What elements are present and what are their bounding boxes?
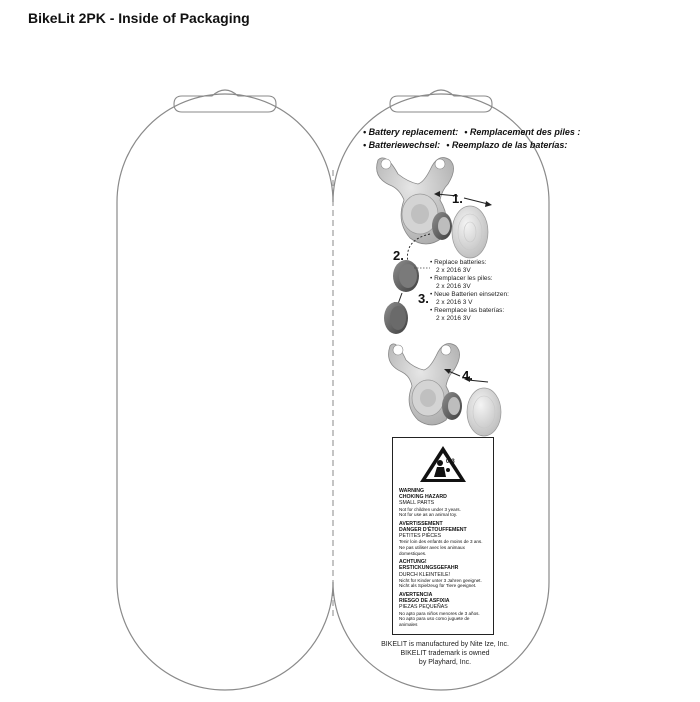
battery-note-label: • Neue Batterien einsetzen: — [430, 291, 509, 298]
left-panel — [117, 94, 333, 690]
battery-note-label: • Replace batteries: — [430, 259, 487, 266]
svg-text:0-3: 0-3 — [446, 459, 455, 465]
warning-heading: AVERTISSEMENT — [399, 520, 443, 527]
warning-line: Nicht als Spielzeug für Tiere geeignet. — [399, 583, 477, 589]
warning-es — [399, 592, 487, 627]
warning-parts: PIEZAS PEQUEÑAS — [399, 604, 448, 611]
warning-line: Ne pas utiliser avec les animaux domestiques. — [399, 545, 465, 556]
warning-fr — [399, 521, 487, 556]
step-1-label: 1. — [452, 191, 463, 206]
warning-de — [399, 559, 487, 589]
warning-hazard: ERSTICKUNGSGEFAHR — [399, 565, 459, 572]
header-fr: • Remplacement des piles : — [464, 127, 581, 137]
battery-note-label: • Remplacer les piles: — [430, 275, 493, 282]
warning-parts: PETITES PIÈCES — [399, 533, 442, 540]
warning-heading: WARNING — [399, 488, 425, 494]
header-es: • Reemplazo de las baterías: — [446, 140, 568, 150]
battery-note-value: 2 x 2016 3V — [436, 315, 471, 322]
warning-heading: AVERTENCIA — [399, 591, 433, 598]
warning-line: Nicht für Kinder unter 3 Jahren geeignet. — [399, 577, 482, 583]
choking-hazard-icon — [418, 444, 468, 484]
credit-line: by Playhard, Inc. — [418, 659, 472, 666]
page-title: BikeLit 2PK - Inside of Packaging — [28, 10, 250, 26]
step-4-label: 4. — [462, 368, 473, 383]
choking-hazard-warning — [392, 437, 494, 635]
hang-hole-right — [390, 90, 492, 112]
battery-notes — [430, 259, 540, 323]
warning-line: No apto para uso como juguete de animales — [399, 616, 470, 627]
battery-cells — [384, 234, 430, 334]
warning-hazard: DANGER D'ÉTOUFFEMENT — [399, 527, 467, 533]
warning-heading: ACHTUNG! — [399, 559, 427, 566]
warning-parts: DURCH KLEINTEILE! — [399, 571, 451, 578]
step-3-label: 3. — [418, 291, 429, 306]
warning-hazard: CHOKING HAZARD — [399, 494, 447, 501]
warning-line: Not for use as an animal toy. — [399, 512, 458, 518]
battery-instructions-header — [363, 126, 581, 152]
warning-hazard: RIESGO DE ASFIXIA — [399, 598, 450, 605]
credit-line: BIKELIT is manufactured by Nite Ize, Inc. — [381, 641, 509, 648]
step-2-label: 2. — [393, 248, 404, 263]
battery-note-value: 2 x 2016 3V — [436, 267, 471, 274]
warning-en — [399, 488, 487, 518]
warning-line: Not for children under 3 years. — [399, 506, 461, 512]
header-en: • Battery replacement: — [363, 127, 459, 137]
light-illustration-bottom — [389, 344, 502, 436]
battery-note-value: 2 x 2016 3 V — [436, 299, 473, 306]
battery-note-label: • Reemplace las baterías: — [430, 307, 505, 314]
light-illustration-top — [377, 158, 492, 258]
header-de: • Batteriewechsel: — [363, 140, 441, 150]
warning-line: Tenir loin des enfants de moins de 3 ans. — [399, 539, 483, 545]
warning-line: No apto para niños menores de 3 años. — [399, 610, 480, 616]
hang-hole-left — [174, 90, 276, 112]
warning-parts: SMALL PARTS — [399, 500, 435, 507]
trademark-credits — [370, 640, 520, 667]
credit-line: BIKELIT trademark is owned — [400, 650, 490, 657]
battery-note-value: 2 x 2016 3V — [436, 283, 471, 290]
